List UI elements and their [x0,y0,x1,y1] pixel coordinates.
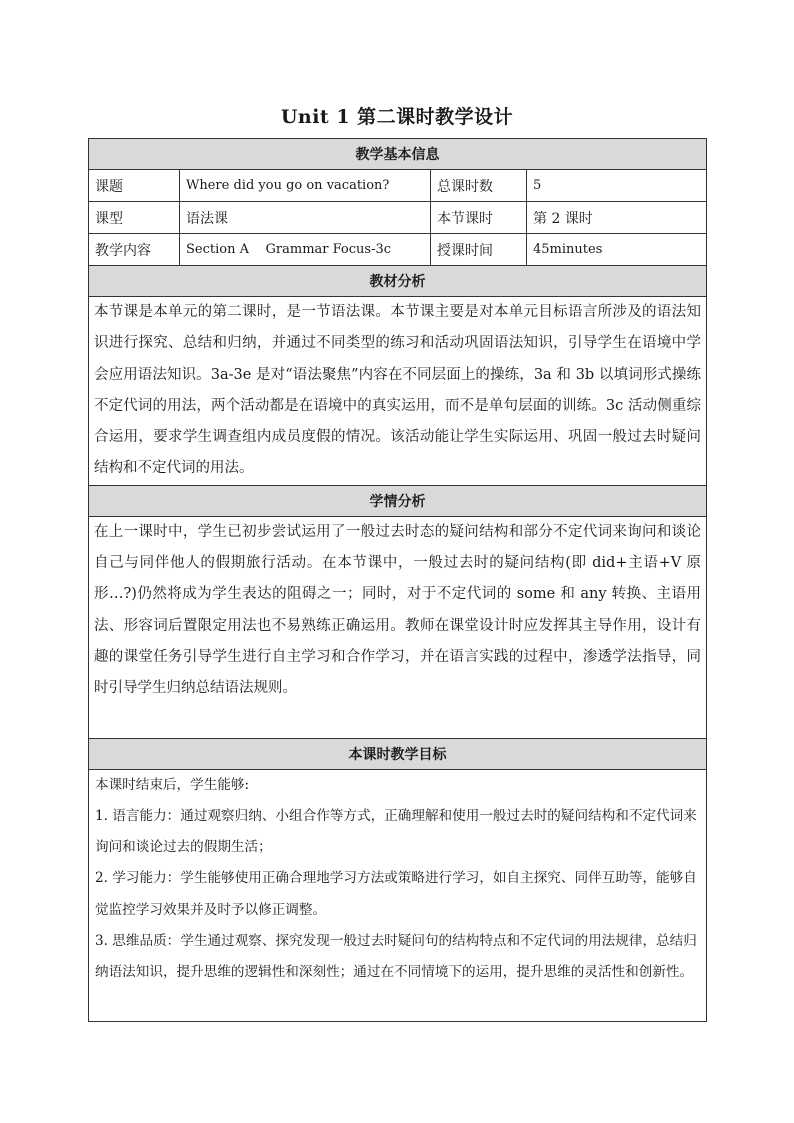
student-analysis-text: 在上一课时中，学生已初步尝试运用了一般过去时态的疑问结构和部分不定代词来询问和谈论自己与同伴他人的假期旅行活动。在本节课中，一般过去时的疑问结构(即 did+主语+V 原形…?)仍然将成为学生表达的阻碍之一；同时，对于不定代词的 some 和 any 转换、主语用法、形容词后置限定用法也不易熟练正确运用。教师在课堂设计时应发挥其主导作用，设计有趣的课堂任务引导学生进行自主学习和合作学习，并在语言实践的过程中，渗透学法指导，同时引导学生归纳总结语法规则。 [89,516,707,738]
class-time-label: 授课时间 [431,234,527,266]
page-title: Unit 1 第二课时教学设计 [280,106,514,128]
lesson-plan-table [88,138,707,1022]
current-period-label: 本节课时 [431,202,527,234]
content-value: Section A Grammar Focus-3c [180,234,431,266]
objective-item: 3. 思维品质：学生通过观察、探究发现一般过去时疑问句的结构特点和不定代词的用法规律，总结归纳语法知识，提升思维的逻辑性和深刻性；通过在不同情境下的运用，提升思维的灵活性和创新性。 [95,932,697,980]
objectives-header-row [89,738,707,769]
class-time-value: 45minutes [527,234,707,266]
topic-label: 课题 [89,170,180,202]
info-row-content [89,234,707,266]
textbook-analysis-header: 教材分析 [89,266,707,297]
info-row-type [89,202,707,234]
info-row-topic [89,170,707,202]
lesson-type-label: 课型 [89,202,180,234]
objectives-intro: 本课时结束后，学生能够: [95,776,250,793]
textbook-analysis-header-row [89,266,707,297]
objectives-header: 本课时教学目标 [89,738,707,769]
student-analysis-header-row [89,485,707,516]
content-label: 教学内容 [89,234,180,266]
student-analysis-row [89,516,707,738]
topic-value: Where did you go on vacation? [180,170,431,202]
textbook-analysis-text: 本节课是本单元的第二课时，是一节语法课。本节课主要是对本单元目标语言所涉及的语法知识进行探究、总结和归纳，并通过不同类型的练习和活动巩固语法知识，引导学生在语境中学会应用语法知识。3a-3e 是对“语法聚焦”内容在不同层面上的操练，3a 和 3b 以填词形式操练不定代词的用法，两个活动都是在语境中的真实运用，而不是单句层面的训练。3c 活动侧重综合运用，要求学生调查组内成员度假的情况。该活动能让学生实际运用、巩固一般过去时疑问结构和不定代词的用法。 [89,297,707,486]
objective-item: 1. 语言能力：通过观察归纳、小组合作等方式，正确理解和使用一般过去时的疑问结构和不定代词来询问和谈论过去的假期生活； [95,807,697,856]
student-analysis-header: 学情分析 [89,485,707,516]
total-periods-value: 5 [527,170,707,202]
basic-info-header-row [89,139,707,170]
objective-item: 2. 学习能力：学生能够使用正确合理地学习方法或策略进行学习，如自主探究、同伴互助等，能够自觉监控学习效果并及时予以修正调整。 [95,870,697,918]
current-period-value: 第 2 课时 [527,202,707,234]
total-periods-label: 总课时数 [431,170,527,202]
objectives-cell [89,769,707,1021]
objectives-row [89,769,707,1021]
textbook-analysis-row [89,297,707,486]
basic-info-header: 教学基本信息 [89,139,707,170]
lesson-type-value: 语法课 [180,202,431,234]
